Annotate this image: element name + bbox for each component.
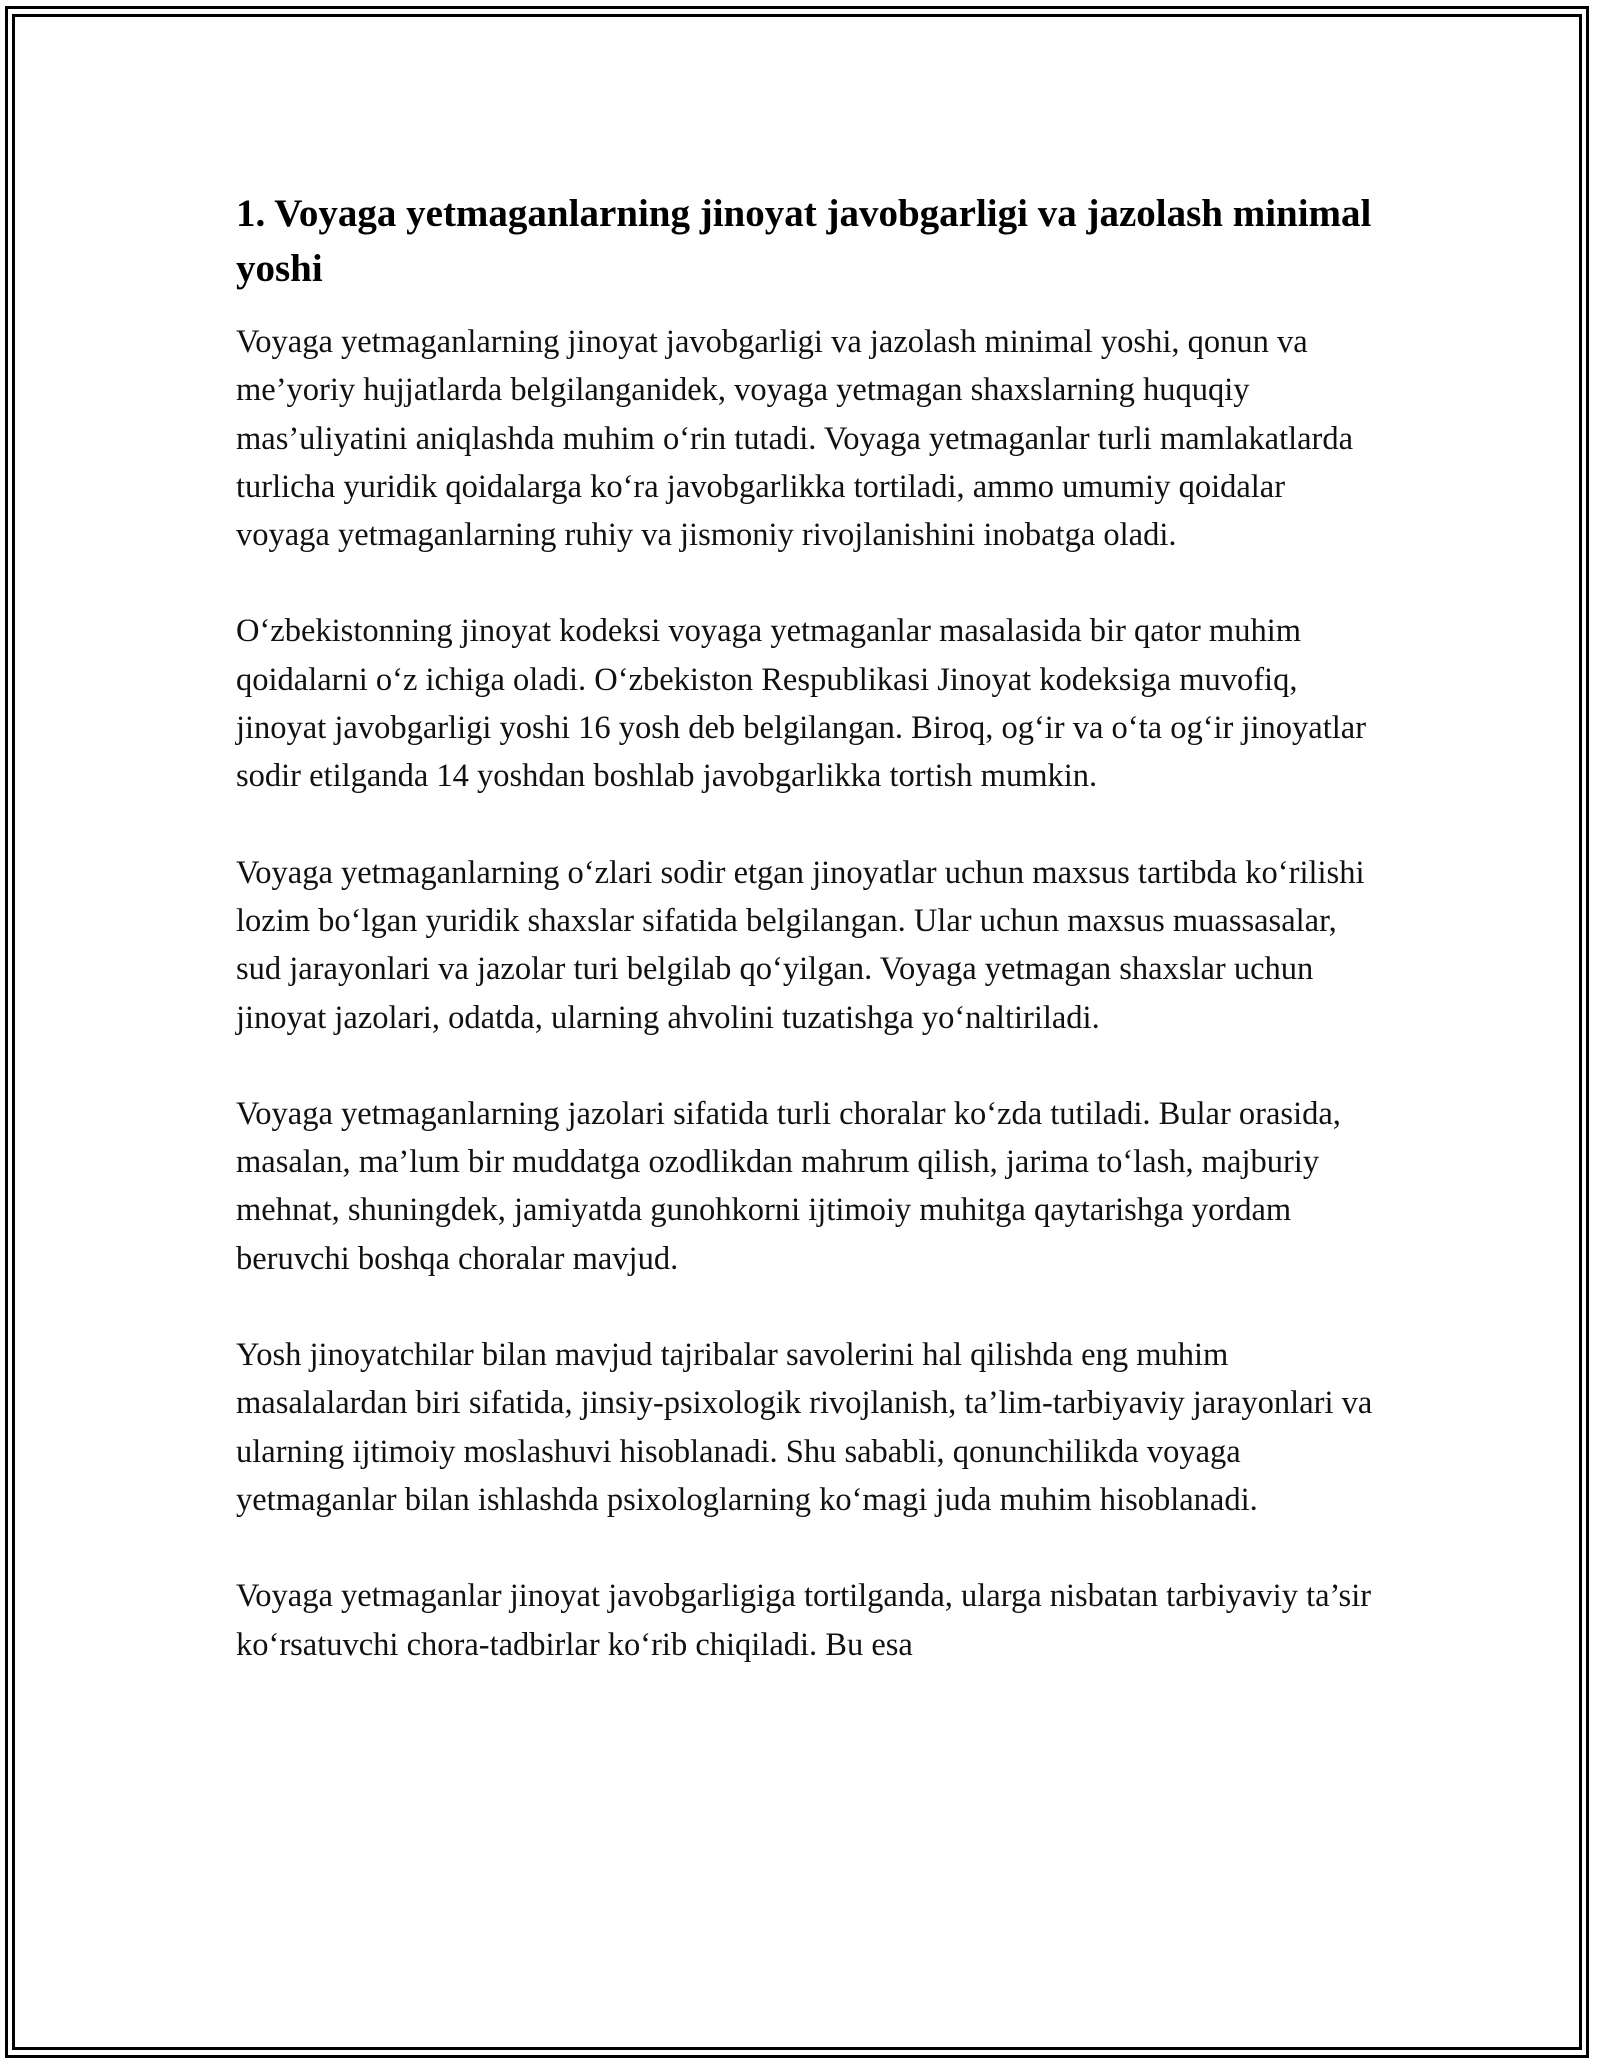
paragraph-2: O‘zbekistonning jinoyat kodeksi voyaga yetmaganlar masalasida bir qator muhim qoidalarni o‘z ichiga oladi. O‘zbekiston Respublikasi Jinoyat kodeksiga muvofiq, jinoyat javobgarligi yoshi 16 yosh deb belgilangan. Biroq, og‘ir va o‘ta og‘ir jinoyatlar sodir etilganda 14 yoshdan boshlab javobgarlikka tortish mumkin.: [236, 613, 1367, 795]
paragraph-5: Yosh jinoyatchilar bilan mavjud tajribalar savolerini hal qilishda eng muhim masalalardan biri sifatida, jinsiy-psixologik rivojlanish, ta’lim-tarbiyaviy jarayonlari va ularning ijtimoiy moslashuvi hisoblanadi. Shu sababli, qonunchilikda voyaga yetmaganlar bilan ishlashda psixologlarning ko‘magi juda muhim hisoblanadi.: [236, 1337, 1373, 1518]
section-heading: 1. Voyaga yetmaganlarning jinoyat javobgarligi va jazolash minimal yoshi: [236, 192, 1372, 290]
paragraph-4: Voyaga yetmaganlarning jazolari sifatida turli choralar ko‘zda tutiladi. Bular orasida, masalan, ma’lum bir muddatga ozodlikdan mahrum qilish, jarima to‘lash, majburiy mehnat, shuningdek, jamiyatda gunohkorni ijtimoiy muhitga qaytarishga yordam beruvchi boshqa choralar mavjud.: [236, 1095, 1341, 1277]
paragraph-1: Voyaga yetmaganlarning jinoyat javobgarligi va jazolash minimal yoshi, qonun va me’yoriy hujjatlarda belgilanganidek, voyaga yetmagan shaxslarning huquqiy mas’uliyatini aniqlashda muhim o‘rin tutadi. Voyaga yetmaganlar turli mamlakatlarda turlicha yuridik qoidalarga ko‘ra javobgarlikka tortiladi, ammo umumiy qoidalar voyaga yetmaganlarning ruhiy va jismoniy rivojlanishini inobatga oladi.: [236, 324, 1354, 554]
paragraph-3: Voyaga yetmaganlarning o‘zlari sodir etgan jinoyatlar uchun maxsus tartibda ko‘rilishi lozim bo‘lgan yuridik shaxslar sifatida belgilangan. Ular uchun maxsus muassasalar, sud jarayonlari va jazolar turi belgilab qo‘yilgan. Voyaga yetmagan shaxslar uchun jinoyat jazolari, odatda, ularning ahvolini tuzatishga yo‘naltiriladi.: [236, 854, 1365, 1036]
document-body: [236, 186, 1376, 1669]
paragraph-6: Voyaga yetmaganlar jinoyat javobgarligiga tortilganda, ularga nisbatan tarbiyaviy ta’sir ko‘rsatuvchi chora-tadbirlar ko‘rib chiqiladi. Bu esa: [236, 1578, 1372, 1663]
